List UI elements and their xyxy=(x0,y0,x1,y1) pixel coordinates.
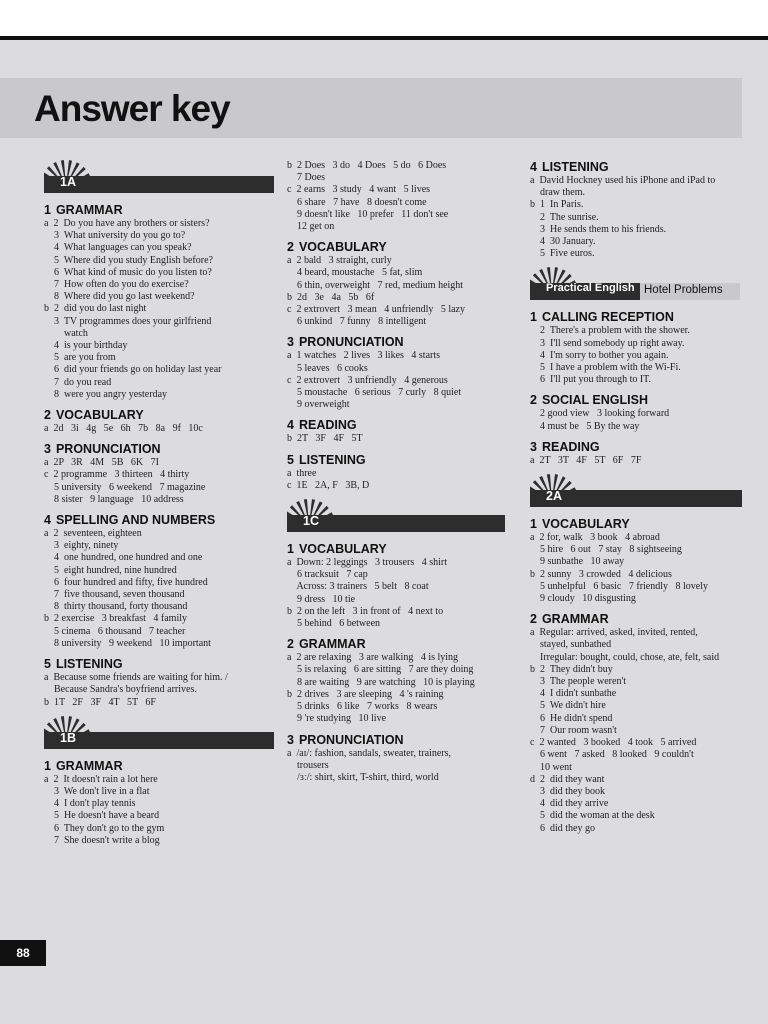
answer-line: d 2 did they want xyxy=(530,773,605,785)
section-grammar xyxy=(530,612,750,834)
section-title: PRONUNCIATION xyxy=(298,335,404,350)
section-heading xyxy=(44,442,274,456)
answer-lines xyxy=(287,433,512,445)
section-number: 1 xyxy=(530,517,537,532)
section-title: SOCIAL ENGLISH xyxy=(541,393,648,408)
section-heading xyxy=(530,612,750,626)
answer-line: 5 drinks 6 like 7 works 8 wears xyxy=(287,701,438,713)
section-heading xyxy=(530,393,750,407)
section-number: 2 xyxy=(530,612,537,627)
section-title: GRAMMAR xyxy=(541,612,609,627)
answer-line: watch xyxy=(44,327,88,339)
answer-line: a 2T 3T 4F 5T 6F 7F xyxy=(530,454,642,466)
section-heading xyxy=(44,408,274,422)
answer-line: a Because some friends are waiting for him. / xyxy=(44,672,228,684)
section-reading xyxy=(530,440,750,467)
section-heading xyxy=(287,335,512,349)
answer-lines xyxy=(44,672,274,709)
section-spelling-and-numbers xyxy=(44,513,274,650)
answer-lines xyxy=(530,325,750,386)
answer-line: a Regular: arrived, asked, invited, rented, xyxy=(530,627,698,639)
answer-line: 4 I don't play tennis xyxy=(44,798,136,810)
section-heading xyxy=(44,759,274,773)
answer-line: 5 university 6 weekend 7 magazine xyxy=(44,481,206,493)
section-pronunciation xyxy=(287,733,512,785)
answer-line: 7 How often do you do exercise? xyxy=(44,279,189,291)
column-3 xyxy=(530,160,750,842)
answer-line: a 2 It doesn't rain a lot here xyxy=(44,773,158,785)
section-number: 1 xyxy=(44,203,51,217)
answer-line: 8 Where did you go last weekend? xyxy=(44,291,195,303)
answer-line: trousers xyxy=(287,759,329,771)
answer-lines xyxy=(530,455,750,467)
section-number: 3 xyxy=(287,335,294,350)
section-heading xyxy=(530,517,750,531)
unit-banner-1b xyxy=(44,716,274,752)
answer-line: 7 Our room wasn't xyxy=(530,724,617,736)
answer-line: a 2d 3i 4g 5e 6h 7b 8a 9f 10c xyxy=(44,423,203,435)
section-title: VOCABULARY xyxy=(55,408,144,423)
answer-lines xyxy=(44,218,274,401)
answer-line: 4 I didn't sunbathe xyxy=(530,688,617,700)
section-title: LISTENING xyxy=(541,160,609,174)
section-title: GRAMMAR xyxy=(55,758,123,773)
answer-line: c 2 programme 3 thirteen 4 thirty xyxy=(44,469,190,481)
section-title: VOCABULARY xyxy=(541,517,630,532)
answer-line: 9 sunbathe 10 away xyxy=(530,556,625,568)
answer-lines xyxy=(44,528,274,650)
answer-line: 6 unkind 7 funny 8 intelligent xyxy=(287,316,427,328)
column-1 xyxy=(44,160,274,854)
answer-line: 5 Where did you study English before? xyxy=(44,254,213,266)
answer-line: 5 We didn't hire xyxy=(530,700,606,712)
answer-line: a 2 seventeen, eighteen xyxy=(44,528,142,540)
section-heading xyxy=(287,453,512,467)
answer-line: 5 did the woman at the desk xyxy=(530,810,655,822)
section-vocabulary xyxy=(287,240,512,328)
section-number: 1 xyxy=(530,310,537,325)
answer-line: 3 eighty, ninety xyxy=(44,540,119,552)
section-number: 3 xyxy=(287,732,294,747)
answer-line: Because Sandra's boyfriend arrives. xyxy=(44,684,197,696)
banner-sublabel: Hotel Problems xyxy=(644,284,723,297)
answer-line: c 2 earns 3 study 4 want 5 lives xyxy=(287,184,431,196)
answer-line: a 2 for, walk 3 book 4 abroad xyxy=(530,532,660,544)
section-grammar xyxy=(44,203,274,401)
answer-line: 6 did they go xyxy=(530,822,595,834)
section-number: 4 xyxy=(44,513,51,528)
answer-line: c 2 extrovert 3 unfriendly 4 generous xyxy=(287,374,448,386)
page-number: 88 xyxy=(0,940,46,966)
answer-lines xyxy=(530,175,750,260)
section-title: VOCABULARY xyxy=(298,240,387,255)
banner-label: 1B xyxy=(60,730,76,745)
answer-line: 6 went 7 asked 8 looked 9 couldn't xyxy=(530,749,694,761)
answer-line: draw them. xyxy=(530,187,585,199)
answer-lines xyxy=(530,408,750,432)
answer-line: 8 university 9 weekend 10 important xyxy=(44,637,211,649)
answer-line: a Down: 2 leggings 3 trousers 4 shirt xyxy=(287,557,447,569)
section-grammar xyxy=(287,637,512,725)
answer-lines xyxy=(530,532,750,605)
section-grammar xyxy=(44,759,274,847)
answer-line: 4 is your birthday xyxy=(44,340,128,352)
column-2 xyxy=(287,160,512,791)
answer-line: 7 five thousand, seven thousand xyxy=(44,589,185,601)
answer-line: a 2P 3R 4M 5B 6K 7I xyxy=(44,457,159,469)
answer-line: 5 unhelpful 6 basic 7 friendly 8 lovely xyxy=(530,580,709,592)
section-heading xyxy=(530,160,750,174)
answer-line: 8 sister 9 language 10 address xyxy=(44,493,184,505)
section-vocabulary xyxy=(44,408,274,435)
banner-label: Practical English xyxy=(546,282,635,295)
answer-line: 4 beard, moustache 5 fat, slim xyxy=(287,267,423,279)
section-vocabulary xyxy=(287,542,512,630)
section-listening xyxy=(530,160,750,260)
section-heading xyxy=(44,203,274,217)
section-listening xyxy=(44,657,274,709)
section-number: 4 xyxy=(287,418,294,433)
section-number: 3 xyxy=(44,442,51,457)
answer-line: b 1 In Paris. xyxy=(530,199,584,211)
answer-line: a 2 are relaxing 3 are walking 4 is lying xyxy=(287,652,459,664)
answer-line: c 2 extrovert 3 mean 4 unfriendly 5 lazy xyxy=(287,304,465,316)
section-heading xyxy=(287,637,512,651)
answer-line: 6 What kind of music do you listen to? xyxy=(44,266,212,278)
answer-line: Irregular: bought, could, chose, ate, felt, said xyxy=(530,651,720,663)
answer-line: 2 The sunrise. xyxy=(530,211,599,223)
answer-line: 12 get on xyxy=(287,221,335,233)
answer-lines xyxy=(287,468,512,492)
answer-line: 5 He doesn't have a beard xyxy=(44,810,160,822)
answer-line: 3 What university do you go to? xyxy=(44,230,186,242)
unit-banner-1a xyxy=(44,160,274,196)
answer-line: a 2 Do you have any brothers or sisters? xyxy=(44,218,210,229)
answer-line: 5 is relaxing 6 are sitting 7 are they doing xyxy=(287,664,474,676)
section-heading xyxy=(530,310,750,324)
answer-lines xyxy=(44,774,274,847)
answer-line: a /aɪ/: fashion, sandals, sweater, trainers, xyxy=(287,747,451,759)
answer-line: b 2 drives 3 are sleeping 4 's raining xyxy=(287,688,444,700)
section-heading xyxy=(44,513,274,527)
section-number: 2 xyxy=(530,393,537,408)
section-heading xyxy=(287,418,512,432)
section-reading xyxy=(287,418,512,445)
section-heading xyxy=(287,240,512,254)
section-title: LISTENING xyxy=(55,657,123,672)
answer-line: 5 Five euros. xyxy=(530,248,595,260)
section-pronunciation xyxy=(44,442,274,506)
section-title: READING xyxy=(541,439,600,454)
answer-line: b 2 Does 3 do 4 Does 5 do 6 Does xyxy=(287,160,447,171)
section-title: GRAMMAR xyxy=(55,203,123,217)
section-number: 5 xyxy=(44,657,51,672)
answer-line: a 2 bald 3 straight, curly xyxy=(287,255,392,267)
answer-line: c 2 wanted 3 booked 4 took 5 arrived xyxy=(530,737,697,749)
section-heading xyxy=(530,440,750,454)
answer-line: 5 behind 6 between xyxy=(287,618,381,630)
answer-line: 7 She doesn't write a blog xyxy=(44,834,160,846)
answer-line: 10 went xyxy=(530,761,572,773)
section-number: 1 xyxy=(287,542,294,557)
banner-label: 1A xyxy=(60,175,76,189)
answer-line: 7 Does xyxy=(287,172,326,184)
answer-line: a David Hockney used his iPhone and iPad to xyxy=(530,175,716,186)
answer-lines xyxy=(44,457,274,506)
answer-line: c 1E 2A, F 3B, D xyxy=(287,479,370,491)
answer-line: 5 cinema 6 thousand 7 teacher xyxy=(44,625,186,637)
section-number: 2 xyxy=(44,408,51,423)
section-social-english xyxy=(530,393,750,432)
answer-line: 4 I'm sorry to bother you again. xyxy=(530,349,669,361)
answer-line: 6 I'll put you through to IT. xyxy=(530,374,652,386)
answer-line: 6 They don't go to the gym xyxy=(44,822,165,834)
answer-line: b 2 They didn't buy xyxy=(530,663,613,675)
answer-lines xyxy=(287,350,512,411)
answer-lines xyxy=(44,423,274,435)
answer-lines xyxy=(530,627,750,834)
answer-line: 9 overweight xyxy=(287,399,350,411)
section-heading xyxy=(287,542,512,556)
section-number: 2 xyxy=(287,637,294,652)
section-title: CALLING RECEPTION xyxy=(541,310,674,325)
answer-line: 4 What languages can you speak? xyxy=(44,242,192,254)
answer-line: 5 I have a problem with the Wi-Fi. xyxy=(530,362,681,374)
answer-line: 9 doesn't like 10 prefer 11 don't see xyxy=(287,208,449,220)
section-number: 3 xyxy=(530,439,537,454)
section-title: SPELLING AND NUMBERS xyxy=(55,513,216,528)
answer-line: 3 did they book xyxy=(530,785,605,797)
banner-label: 2A xyxy=(546,489,562,504)
answer-line: 8 thirty thousand, forty thousand xyxy=(44,601,188,613)
answer-line: 3 We don't live in a flat xyxy=(44,785,150,797)
answer-line: b 1T 2F 3F 4T 5T 6F xyxy=(44,696,156,708)
answer-line: /ɜː/: shirt, skirt, T-shirt, third, world xyxy=(287,771,439,783)
unit-banner-1c xyxy=(287,499,512,535)
answer-lines xyxy=(287,255,512,328)
answer-line: Across: 3 trainers 5 belt 8 coat xyxy=(287,581,429,593)
section-calling-reception xyxy=(530,310,750,386)
answer-line: 5 moustache 6 serious 7 curly 8 quiet xyxy=(287,387,462,399)
section-number: 2 xyxy=(287,240,294,255)
page-title: Answer key xyxy=(34,88,230,129)
answer-line: 9 cloudy 10 disgusting xyxy=(530,593,636,605)
answer-line: 8 were you angry yesterday xyxy=(44,388,168,400)
unit-banner-practical-english xyxy=(530,267,750,303)
answer-line: 5 are you from xyxy=(44,352,116,364)
answer-lines xyxy=(287,652,512,725)
unit-banner-2a xyxy=(530,474,750,510)
section-vocabulary xyxy=(530,517,750,605)
answer-line: b 2d 3e 4a 5b 6f xyxy=(287,291,375,303)
answer-line: 6 four hundred and fifty, five hundred xyxy=(44,576,208,588)
answer-line: 5 eight hundred, nine hundred xyxy=(44,564,177,576)
answer-line: 4 must be 5 By the way xyxy=(530,420,640,432)
section-pronunciation xyxy=(287,335,512,411)
answer-line: 4 one hundred, one hundred and one xyxy=(44,552,203,564)
answer-line: 8 are waiting 9 are watching 10 is playing xyxy=(287,676,475,688)
answer-line: 7 do you read xyxy=(44,376,112,388)
answer-line: 6 share 7 have 8 doesn't come xyxy=(287,196,427,208)
answer-line: 3 He sends them to his friends. xyxy=(530,223,667,235)
answer-line: 9 dress 10 tie xyxy=(287,593,356,605)
section-title: GRAMMAR xyxy=(298,637,366,652)
section-title: LISTENING xyxy=(298,452,366,467)
answer-line: 9 're studying 10 live xyxy=(287,713,387,725)
answer-line: b 2 did you do last night xyxy=(44,303,147,315)
answer-line: b 2 exercise 3 breakfast 4 family xyxy=(44,613,188,625)
answer-line: a three xyxy=(287,467,317,479)
answer-line: 3 I'll send somebody up right away. xyxy=(530,337,685,349)
top-rule xyxy=(0,36,768,40)
section-title: VOCABULARY xyxy=(298,542,387,557)
answer-line: b 2 sunny 3 crowded 4 delicious xyxy=(530,568,672,580)
answer-lines xyxy=(287,748,512,785)
answer-line: 6 He didn't spend xyxy=(530,712,613,724)
answer-line: 4 did they arrive xyxy=(530,798,609,810)
section-heading xyxy=(287,733,512,747)
answer-line: 6 tracksuit 7 cap xyxy=(287,569,368,581)
answer-line: b 2 on the left 3 in front of 4 next to xyxy=(287,605,444,617)
answer-line: 2 good view 3 looking forward xyxy=(530,408,670,420)
answer-line: 5 leaves 6 cooks xyxy=(287,362,368,374)
answer-line: 4 30 January. xyxy=(530,236,596,248)
answer-line: stayed, sunbathed xyxy=(530,639,612,651)
answer-line: 3 The people weren't xyxy=(530,676,627,688)
answer-lines xyxy=(287,160,512,233)
section-title: PRONUNCIATION xyxy=(298,732,404,747)
answer-line: 3 TV programmes does your girlfriend xyxy=(44,315,212,327)
answer-line: a 1 watches 2 lives 3 likes 4 starts xyxy=(287,350,441,362)
section-number: 5 xyxy=(287,452,294,467)
answer-line: 2 There's a problem with the shower. xyxy=(530,325,690,337)
section-continued xyxy=(287,160,512,233)
section-heading xyxy=(44,657,274,671)
section-number: 1 xyxy=(44,758,51,773)
answer-line: b 2T 3F 4F 5T xyxy=(287,433,363,445)
section-title: PRONUNCIATION xyxy=(55,442,161,457)
section-listening xyxy=(287,453,512,492)
answer-line: 5 hire 6 out 7 stay 8 sightseeing xyxy=(530,544,682,556)
banner-label: 1C xyxy=(303,514,319,529)
section-number: 4 xyxy=(530,160,537,174)
answer-lines xyxy=(287,557,512,630)
answer-line: 6 thin, overweight 7 red, medium height xyxy=(287,279,464,291)
answer-line: 6 did your friends go on holiday last year xyxy=(44,364,222,376)
section-title: READING xyxy=(298,418,357,433)
